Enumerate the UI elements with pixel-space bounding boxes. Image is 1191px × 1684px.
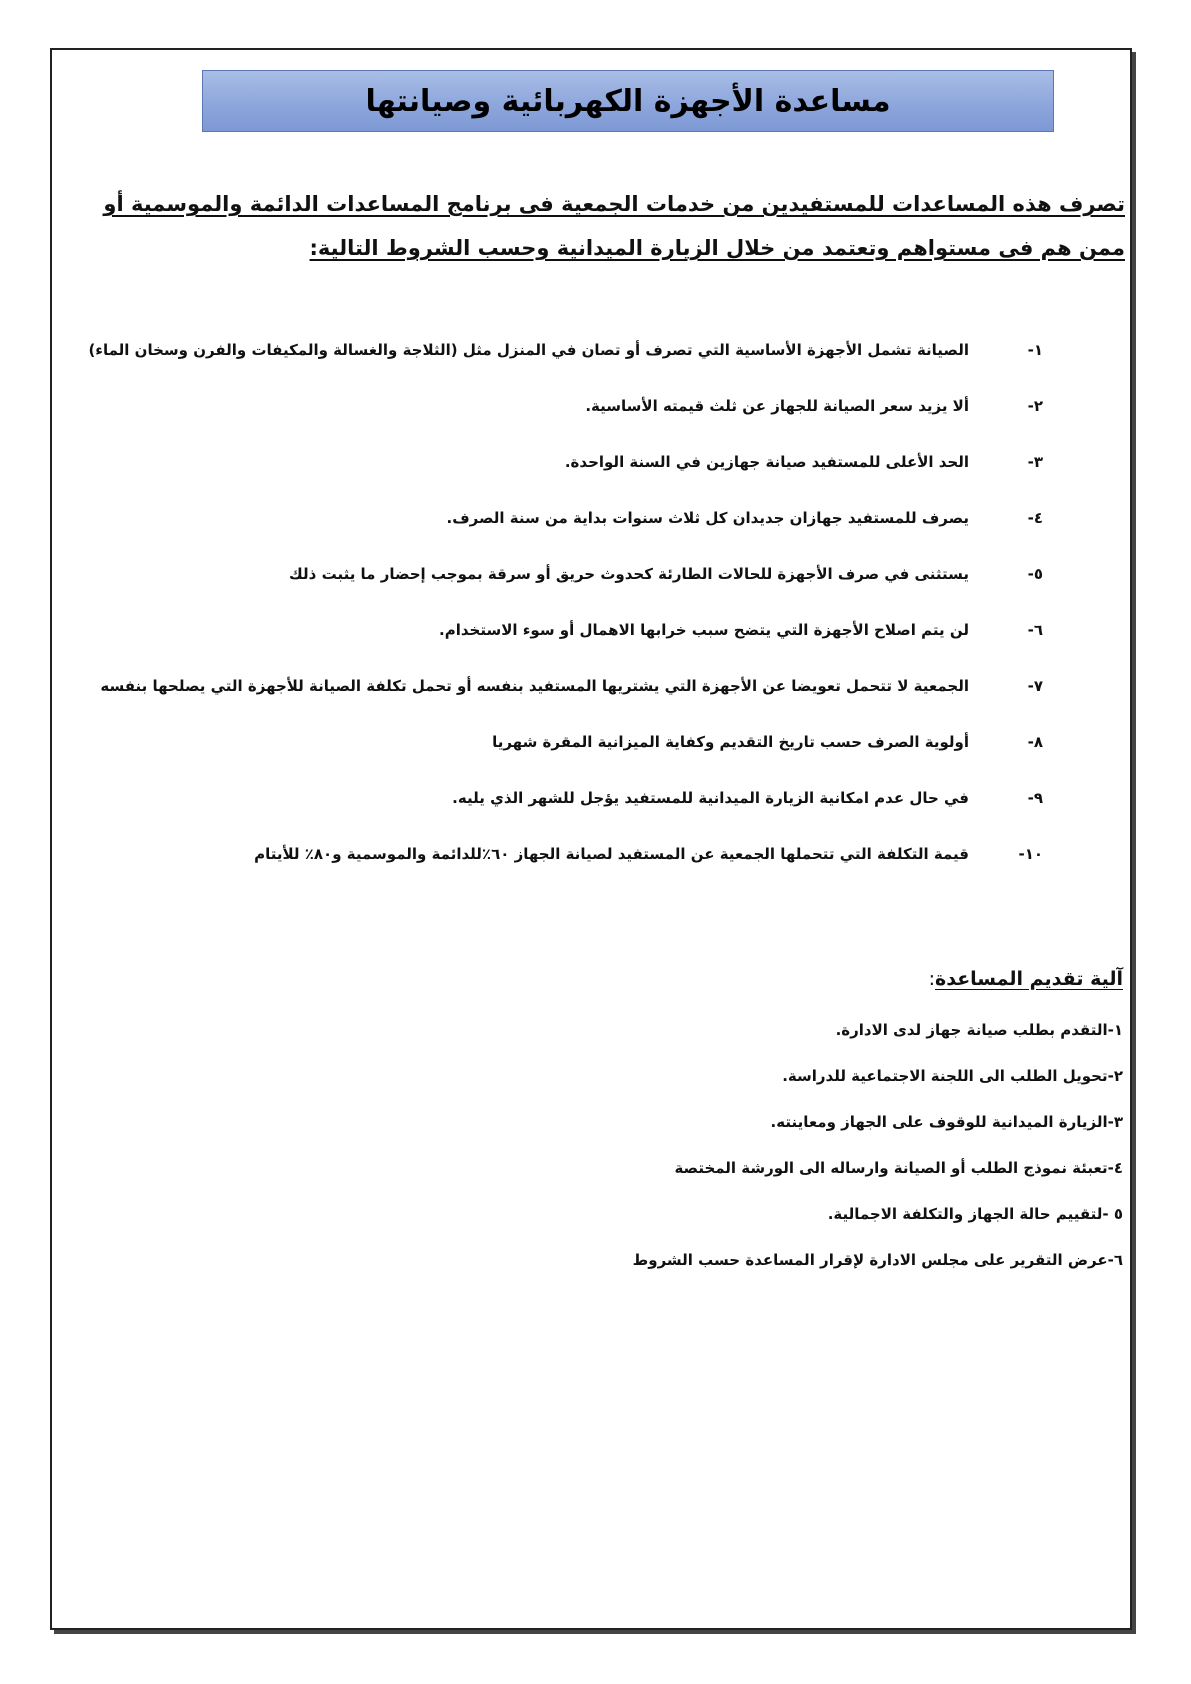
condition-number: ٢- <box>1027 397 1043 415</box>
condition-text: يستثنى في صرف الأجهزة للحالات الطارئة كحدوث حريق أو سرقة بموجب إحضار ما يثبت ذلك <box>289 565 969 583</box>
condition-item <box>0 452 1191 508</box>
condition-number: ٨- <box>1027 733 1043 751</box>
mechanism-heading-colon: : <box>928 968 935 990</box>
mechanism-heading <box>929 968 1123 990</box>
condition-item <box>0 844 1191 900</box>
condition-item <box>0 676 1191 732</box>
condition-text: لن يتم اصلاح الأجهزة التي يتضح سبب خرابها الاهمال أو سوء الاستخدام. <box>439 621 969 639</box>
condition-number: ٤- <box>1027 509 1043 527</box>
intro-paragraph: تصرف هذه المساعدات للمستفيدين من خدمات الجمعية فى برنامج المساعدات الدائمة والموسمية أو ممن هم فى مستواهم وتعتمد من خلال الزيارة الميدانية وحسب الشروط التالية: <box>103 192 1125 260</box>
condition-text: ألا يزيد سعر الصيانة للجهاز عن ثلث قيمته الأساسية. <box>585 397 969 415</box>
condition-item <box>0 340 1191 396</box>
condition-number: ١٠- <box>1018 845 1043 863</box>
conditions-list <box>0 340 1191 900</box>
page-title: مساعدة الأجهزة الكهربائية وصيانتها <box>365 83 891 119</box>
mechanism-step: ١-التقدم بطلب صيانة جهاز لدى الادارة. <box>835 1021 1123 1039</box>
condition-item <box>0 620 1191 676</box>
condition-item <box>0 396 1191 452</box>
condition-text: قيمة التكلفة التي تتحملها الجمعية عن المستفيد لصيانة الجهاز ٦٠٪للدائمة والموسمية و٨٠٪ للأيتام <box>254 845 969 863</box>
condition-text: في حال عدم امكانية الزيارة الميدانية للمستفيد يؤجل للشهر الذي يليه. <box>452 789 969 807</box>
condition-text: الجمعية لا تتحمل تعويضا عن الأجهزة التي يشتريها المستفيد بنفسه أو تحمل تكلفة الصيانة للأجهزة التي يصلحها بنفسه <box>100 677 969 695</box>
condition-number: ٦- <box>1027 621 1043 639</box>
mechanism-steps-list <box>223 1020 1123 1296</box>
condition-item <box>0 788 1191 844</box>
condition-number: ١- <box>1027 341 1043 359</box>
title-banner <box>202 70 1054 132</box>
condition-item <box>0 732 1191 788</box>
condition-text: يصرف للمستفيد جهازان جديدان كل ثلاث سنوات بداية من سنة الصرف. <box>446 509 969 527</box>
mechanism-step: ٤-تعبئة نموذج الطلب أو الصيانة وارساله الى الورشة المختصة <box>674 1159 1123 1177</box>
mechanism-heading-text: آلية تقديم المساعدة <box>935 968 1123 990</box>
condition-number: ٩- <box>1027 789 1043 807</box>
mechanism-step: ٣-الزيارة الميدانية للوقوف على الجهاز ومعاينته. <box>770 1113 1123 1131</box>
condition-number: ٥- <box>1027 565 1043 583</box>
mechanism-step: ٦-عرض التقرير على مجلس الادارة لإقرار المساعدة حسب الشروط <box>632 1251 1123 1269</box>
condition-item <box>0 508 1191 564</box>
condition-text: الحد الأعلى للمستفيد صيانة جهازين في السنة الواحدة. <box>564 453 969 471</box>
condition-item <box>0 564 1191 620</box>
condition-text: أولوية الصرف حسب تاريخ التقديم وكفاية الميزانية المقرة شهريا <box>492 733 969 751</box>
mechanism-step: ٥ -لتقييم حالة الجهاز والتكلفة الاجمالية. <box>827 1205 1123 1223</box>
condition-number: ٣- <box>1027 453 1043 471</box>
mechanism-step: ٢-تحويل الطلب الى اللجنة الاجتماعية للدراسة. <box>782 1067 1123 1085</box>
condition-number: ٧- <box>1027 677 1043 695</box>
condition-text: الصيانة تشمل الأجهزة الأساسية التي تصرف أو تصان في المنزل مثل (الثلاجة والغسالة والمكيفات والفرن وسخان الماء) <box>88 341 969 359</box>
